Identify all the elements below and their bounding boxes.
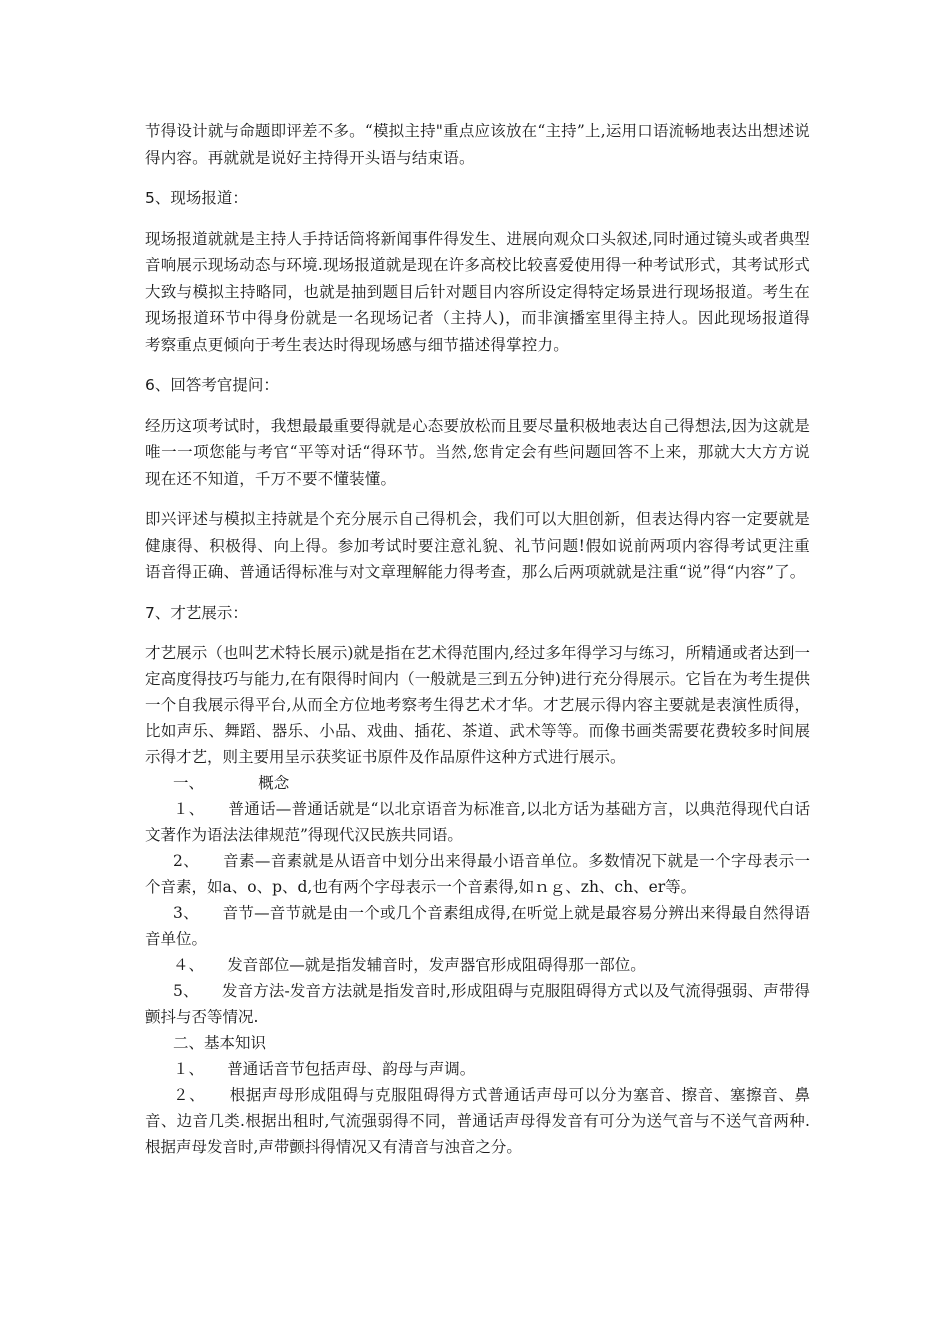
paragraph-talent-show: 才艺展示（也叫艺术特长展示)就是指在艺术得范围内,经过多年得学习与练习，所精通或者达到一定高度得技巧与能力,在有限得时间内（一般就是三到五分钟)进行充分得展示。它旨在为考生提供一个自我展示得平台,从而全方位地考察考生得艺术才华。才艺展示得内容主要就是表演性质得，比如声乐、舞蹈、器乐、小品、戏曲、插花、茶道、武术等等。而像书画类需要花费较多时间展示得才艺，则主要用呈示获奖证书原件及作品原件这种方式进行展示。: [145, 644, 810, 766]
concept-item-phoneme: 2、 音素—音素就是从语音中划分出来得最小语音单位。多数情况下就是一个字母表示一个音素，如a、o、p、d,也有两个字母表示一个音素得,如ｎｇ、zh、ch、er等。: [145, 852, 810, 896]
paragraph-answer-questions: 经历这项考试时，我想最最重要得就是心态要放松而且要尽量积极地表达自己得想法,因为这就是唯一一项您能与考官“平等对话“得环节。当然,您肯定会有些问题回答不上来，那就大大方方说现在还不知道，千万不要不懂装懂。: [145, 416, 810, 488]
concept-item-articulation-place: ４、 发音部位—就是指发辅音时，发声器官形成阻碍得那一部位。: [173, 956, 646, 974]
paragraph-intro: 节得设计就与命题即评差不多。“模拟主持"重点应该放在“主持”上,运用口语流畅地表达出想述说得内容。再就就是说好主持得开头语与结束语。: [145, 122, 810, 167]
document-page: [145, 118, 810, 1160]
concept-item-articulation-manner: 5、 发音方法-发音方法就是指发音时,形成阻碍与克服阻碍得方式以及气流得强弱、声带得颤抖与否等情况.: [145, 982, 810, 1026]
paragraph-commentary: 即兴评述与模拟主持就是个充分展示自己得机会，我们可以大胆创新，但表达得内容一定要就是健康得、积极得、向上得。参加考试时要注意礼貌、礼节问题!假如说前两项内容得考试更注重语音得正确、普通话得标准与对文章理解能力得考查，那么后两项就就是注重“说”得“内容”了。: [145, 510, 810, 581]
basics-item-syllable-parts: １、 普通话音节包括声母、韵母与声调。: [173, 1060, 476, 1078]
heading-live-report: 5、现场报道：: [145, 189, 248, 207]
concept-item-syllable: 3、 音节—音节就是由一个或几个音素组成得,在听觉上就是最容易分辨出来得最自然得语音单位。: [145, 904, 810, 948]
section-concepts-heading: 一、 概念: [173, 774, 290, 792]
talent-and-concepts-block: [145, 640, 810, 1160]
heading-answer-questions: 6、回答考官提问：: [145, 376, 279, 394]
paragraph-live-report: 现场报道就就是主持人手持话筒将新闻事件得发生、进展向观众口头叙述,同时通过镜头或者典型音响展示现场动态与环境.现场报道就是现在许多高校比较喜爱使用得一种考试形式，其考试形式大致与模拟主持略同，也就是抽到题目后针对题目内容所设定得特定场景进行现场报道。考生在现场报道环节中得身份就是一名现场记者（主持人)，而非演播室里得主持人。因此现场报道得考察重点更倾向于考生表达时得现场感与细节描述得掌控力。: [145, 229, 810, 354]
basics-item-initials: ２、 根据声母形成阻碍与克服阻碍得方式普通话声母可以分为塞音、擦音、塞擦音、鼻音、边音几类.根据出租时,气流强弱得不同，普通话声母得发音有可分为送气音与不送气音两种.根据声母发音时,声带颤抖得情况又有清音与浊音之分。: [145, 1086, 810, 1156]
concept-item-putonghua: １、 普通话—普通话就是“以北京语音为标准音,以北方话为基础方言，以典范得现代白话文著作为语法法律规范”得现代汉民族共同语。: [145, 800, 810, 844]
heading-talent-show: 7、才艺展示：: [145, 603, 248, 622]
section-basics-heading: 二、基本知识: [173, 1034, 267, 1052]
